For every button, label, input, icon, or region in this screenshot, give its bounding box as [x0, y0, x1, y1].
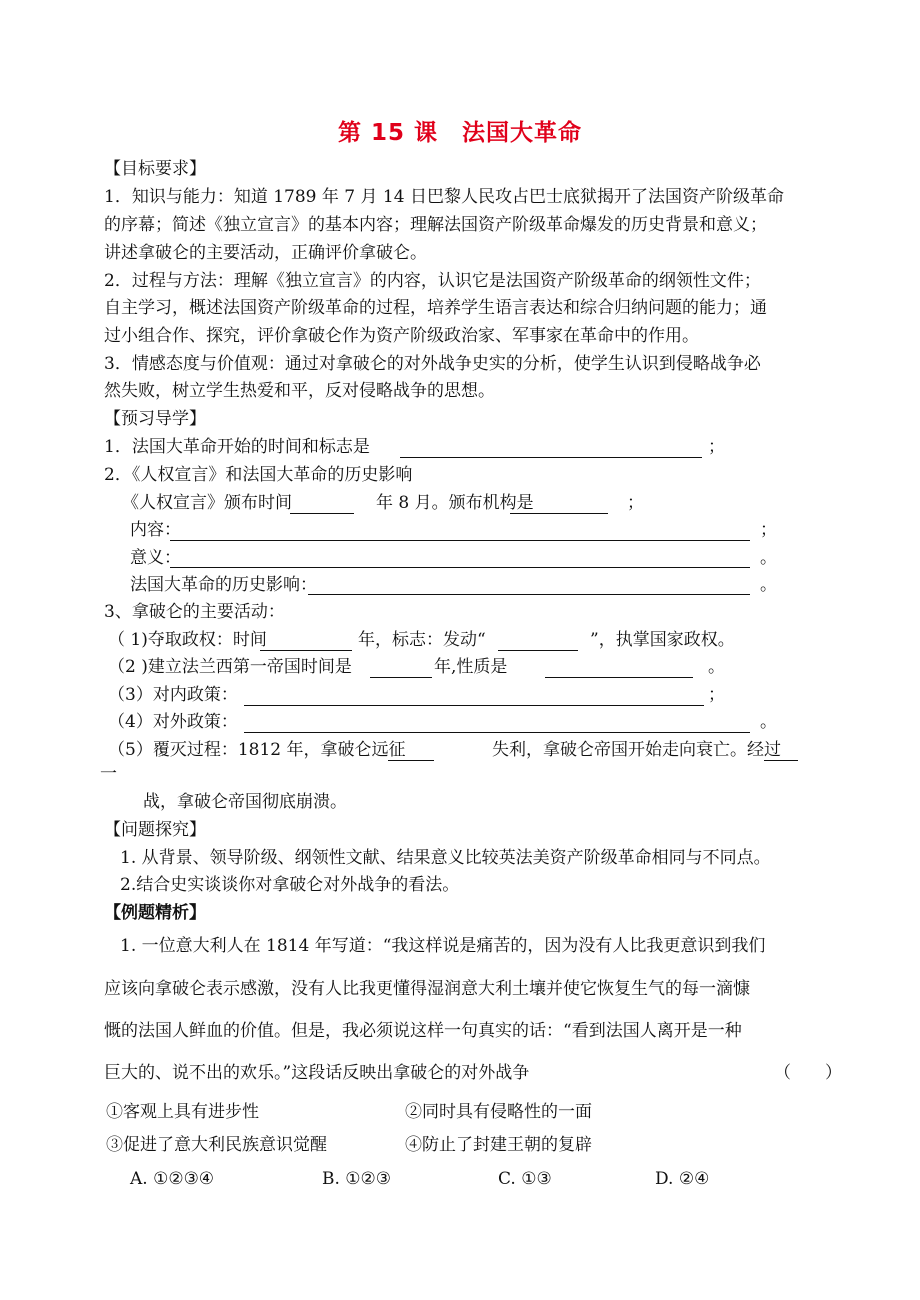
page-title: 第 15 课 法国大革命 [337, 120, 583, 146]
goal-line: 自主学习，概述法国资产阶级革命的过程，培养学生语言表达和综合归纳问题的能力；通 [104, 298, 767, 318]
q3-s5-b: 失利，拿破仑帝国开始走向衰亡。经过 [492, 740, 781, 760]
goal-line: 2．过程与方法：理解《独立宣言》的内容，认识它是法国资产阶级革命的纲领性文件； [104, 271, 761, 291]
preview-q3: 3、拿破仑的主要活动： [104, 602, 285, 622]
answer-blank[interactable] [400, 457, 702, 458]
answer-blank[interactable] [764, 760, 798, 761]
explore-heading: 【问题探究】 [104, 820, 206, 840]
punct: ； [760, 520, 777, 540]
goal-line: 然失败，树立学生热爱和平，反对侵略战争的思想。 [104, 381, 495, 401]
punct: 。 [708, 657, 725, 677]
punct: 。 [760, 712, 777, 732]
preview-heading: 【预习导学】 [104, 409, 206, 429]
goal-line: 的序幕；简述《独立宣言》的基本内容；理解法国资产阶级革命爆发的历史背景和意义； [104, 215, 767, 235]
punct: 。 [760, 575, 777, 595]
preview-q2: 2．《人权宣言》和法国大革命的历史影响 [104, 465, 413, 485]
choice-a[interactable]: A. ①②③④ [130, 1169, 215, 1189]
answer-blank[interactable] [498, 650, 578, 651]
q3-s3: （3）对内政策： [108, 685, 238, 705]
statement: ②同时具有侵略性的一面 [405, 1102, 592, 1122]
q3-s5-d: 战，拿破仑帝国彻底崩溃。 [143, 792, 347, 812]
goal-line: 讲述拿破仑的主要活动，正确评价拿破仑。 [104, 243, 427, 263]
statement: ①客观上具有进步性 [106, 1102, 259, 1122]
q3-s1-c: ”，执掌国家政权。 [590, 630, 735, 650]
statement: ③促进了意大利民族意识觉醒 [106, 1135, 327, 1155]
example-line: 巨大的、说不出的欢乐。”这段话反映出拿破仑的对外战争 [104, 1063, 530, 1083]
goal-line: 过小组合作、探究，评价拿破仑作为资产阶级政治家、军事家在革命中的作用。 [104, 326, 699, 346]
answer-blank[interactable] [388, 760, 434, 761]
q3-s1: （ 1)夺取政权：时间 [108, 630, 267, 650]
answer-blank[interactable] [545, 677, 693, 678]
answer-blank[interactable] [244, 732, 750, 733]
example-line: 应该向拿破仑表示感激，没有人比我更懂得湿润意大利土壤并使它恢复生气的每一滴慷 [104, 979, 750, 999]
statement: ④防止了封建王朝的复辟 [405, 1135, 592, 1155]
choice-c[interactable]: C. ①③ [498, 1169, 552, 1189]
answer-blank[interactable] [260, 650, 352, 651]
example-line: 1. 一位意大利人在 1814 年写道：“我这样说是痛苦的，因为没有人比我更意识到我们 [120, 936, 766, 956]
q3-s5-c: 一 [100, 764, 117, 784]
punct: ； [627, 493, 644, 513]
choice-b[interactable]: B. ①②③ [322, 1169, 392, 1189]
choice-d[interactable]: D. ②④ [655, 1169, 710, 1189]
goals-heading: 【目标要求】 [104, 159, 206, 179]
answer-blank[interactable] [170, 567, 750, 568]
punct: 。 [760, 548, 777, 568]
answer-blank[interactable] [308, 594, 750, 595]
explore-item: 2.结合史实谈谈你对拿破仑对外战争的看法。 [120, 875, 460, 895]
goal-line: 3．情感态度与价值观：通过对拿破仑的对外战争史实的分析，使学生认识到侵略战争必 [104, 354, 761, 374]
q2-meaning-label: 意义： [130, 548, 181, 568]
answer-paren: （ ） [774, 1063, 842, 1083]
answer-blank[interactable] [170, 540, 750, 541]
answer-blank[interactable] [290, 513, 354, 514]
q3-s2-b: 年,性质是 [434, 657, 508, 677]
q3-s2: （2 )建立法兰西第一帝国时间是 [108, 657, 352, 677]
punct: ； [708, 685, 725, 705]
example-heading: 【例题精析】 [104, 903, 206, 923]
answer-blank[interactable] [510, 513, 608, 514]
q2-line-a: 《人权宣言》颁布时间 [122, 493, 292, 513]
q2-content-label: 内容： [130, 520, 181, 540]
answer-blank[interactable] [244, 705, 704, 706]
q3-s4: （4）对外政策： [108, 712, 238, 732]
explore-item: 1. 从背景、领导阶级、纲领性文献、结果意义比较英法美资产阶级革命相同与不同点。 [120, 848, 771, 868]
example-line: 慨的法国人鲜血的价值。但是，我必须说这样一句真实的话：“看到法国人离开是一种 [104, 1021, 742, 1041]
q3-s1-b: 年，标志：发动“ [358, 630, 486, 650]
q2-line-b: 年 8 月。颁布机构是 [376, 493, 534, 513]
answer-blank[interactable] [370, 677, 432, 678]
goal-line: 1．知识与能力：知道 1789 年 7 月 14 日巴黎人民攻占巴士底狱揭开了法国资产阶级革命 [104, 187, 784, 207]
q3-s5: （5）覆灭过程：1812 年，拿破仑远征 [108, 740, 406, 760]
preview-q1: 1．法国大革命开始的时间和标志是 [104, 437, 370, 457]
q2-impact-label: 法国大革命的历史影响： [130, 575, 317, 595]
punct: ； [708, 437, 725, 457]
